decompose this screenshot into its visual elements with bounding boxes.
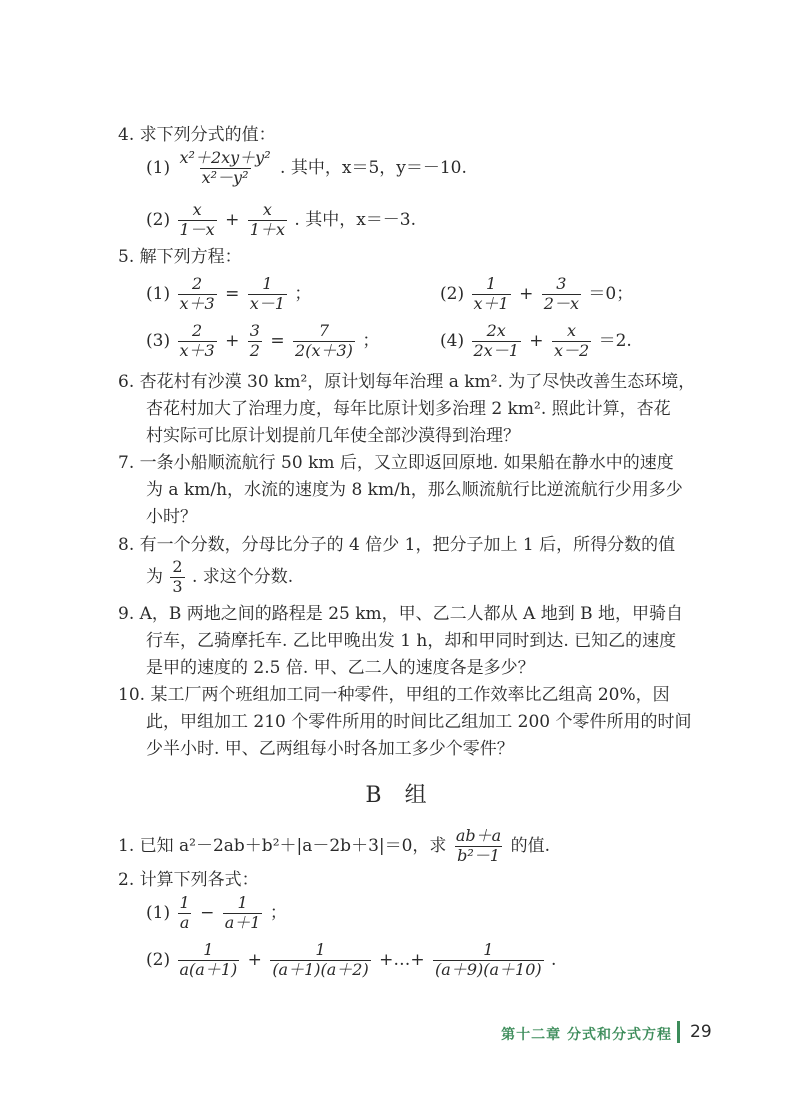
problem-tail: 的值.	[510, 835, 550, 856]
problem-8-line-2	[146, 559, 293, 596]
problem-4-sub2	[146, 202, 416, 239]
problem-10-line-1: 10. 某工厂两个班组加工同一种零件，甲组的工作效率比乙组高 20%，因	[118, 685, 670, 705]
sub-label: (2)	[146, 949, 171, 970]
fraction	[178, 942, 240, 979]
fraction	[454, 828, 503, 865]
fraction	[178, 202, 217, 239]
problem-9-line-1: 9. A，B 两地之间的路程是 25 km，甲、乙二人都从 A 地到 B 地，甲骑自	[118, 604, 684, 624]
sub-label: (1)	[146, 902, 171, 923]
sub-label: (1)	[146, 283, 171, 304]
denominator: (a＋9)(a＋10)	[435, 959, 542, 979]
fraction	[542, 276, 581, 313]
numerator: x²＋2xy＋y²	[179, 148, 271, 167]
denominator: a(a＋1)	[179, 959, 238, 979]
numerator: 1	[315, 940, 326, 959]
b-problem-2-sub2	[146, 942, 556, 979]
problem-4-stem: 4. 求下列分式的值：	[118, 125, 276, 145]
fraction	[178, 323, 217, 360]
numerator: 1	[179, 893, 190, 912]
problem-5-eq3	[146, 323, 379, 360]
numerator: 3	[556, 274, 567, 293]
fraction	[472, 323, 521, 360]
plus-sign: +	[225, 330, 240, 351]
line-prefix: 为	[146, 566, 163, 587]
plus-sign: +	[519, 283, 534, 304]
sub-label: (2)	[440, 283, 465, 304]
numerator: x	[567, 321, 577, 340]
problem-5-eq1	[146, 276, 311, 313]
sub-label: (1)	[146, 157, 171, 178]
fraction	[223, 895, 263, 932]
problem-5-eq2	[440, 276, 633, 313]
fraction	[248, 323, 262, 360]
numerator: 2x	[486, 321, 506, 340]
problem-7-line-3: 小时？	[146, 507, 197, 527]
fraction	[248, 202, 287, 239]
problem-9-line-3: 是甲的速度的 2.5 倍. 甲、乙二人的速度各是多少？	[146, 658, 535, 678]
numerator: 1	[483, 940, 494, 959]
problem-8-line-1: 8. 有一个分数，分母比分子的 4 倍少 1，把分子加上 1 后，所得分数的值	[118, 535, 676, 555]
sub-label: (3)	[146, 330, 171, 351]
plus-sign: +	[247, 949, 262, 970]
equals-sign: =	[270, 330, 285, 351]
ellipsis-sum: +…+	[379, 949, 425, 970]
fraction	[178, 276, 217, 313]
footer-divider	[677, 1021, 680, 1043]
denominator: 2x－1	[473, 340, 519, 360]
denominator: 2(x＋3)	[295, 340, 353, 360]
numerator: 3	[249, 321, 260, 340]
chapter-title: 第十二章 分式和分式方程	[501, 1027, 672, 1043]
problem-7-line-1: 7. 一条小船顺流航行 50 km 后，又立即返回原地. 如果船在静水中的速度	[118, 453, 674, 473]
b-problem-2-stem: 2. 计算下列各式：	[118, 870, 259, 890]
problem-10-line-2: 此，甲组加工 210 个零件所用的时间比乙组加工 200 个零件所用的时间	[146, 712, 692, 732]
fraction	[270, 942, 370, 979]
sub-tail: ＝2.	[598, 330, 632, 351]
fraction	[248, 276, 287, 313]
numerator: x	[192, 200, 202, 219]
numerator: 2	[172, 557, 183, 576]
page-footer	[0, 1021, 800, 1045]
problem-4-sub1	[146, 150, 467, 187]
fraction	[552, 323, 591, 360]
fraction	[293, 323, 355, 360]
sub-tail: . 其中，x＝－3.	[294, 209, 417, 230]
sub-tail: ；	[362, 330, 380, 351]
fraction	[178, 150, 273, 187]
page-number: 29	[690, 1022, 712, 1042]
denominator: 2	[249, 340, 260, 360]
numerator: 1	[262, 274, 273, 293]
section-b-heading: B 组	[365, 783, 435, 808]
problem-5-stem: 5. 解下列方程：	[118, 247, 242, 267]
problem-text: 1. 已知 a²－2ab＋b²＋|a－2b＋3|＝0，求	[118, 835, 447, 856]
denominator: 2－x	[543, 293, 579, 313]
sub-tail: ；	[294, 283, 312, 304]
b-problem-1	[118, 828, 550, 865]
denominator: (a＋1)(a＋2)	[272, 959, 369, 979]
denominator: a＋1	[224, 912, 261, 932]
plus-sign: +	[529, 330, 544, 351]
problem-7-line-2: 为 a km/h，水流的速度为 8 km/h，那么顺流航行比逆流航行少用多少	[146, 480, 683, 500]
denominator: 1－x	[179, 219, 215, 239]
numerator: 1	[237, 893, 248, 912]
denominator: b²－1	[457, 845, 500, 865]
numerator: 1	[203, 940, 214, 959]
denominator: x＋1	[473, 293, 509, 313]
sub-tail: ；	[269, 902, 287, 923]
sub-label: (4)	[440, 330, 465, 351]
numerator: 2	[192, 321, 203, 340]
problem-9-line-2: 行车，乙骑摩托车. 乙比甲晚出发 1 h，却和甲同时到达. 已知乙的速度	[146, 631, 677, 651]
denominator: x－1	[249, 293, 285, 313]
problem-5-eq4	[440, 323, 632, 360]
fraction	[170, 559, 184, 596]
numerator: 1	[486, 274, 497, 293]
numerator: 7	[318, 321, 330, 340]
line-tail: . 求这个分数.	[192, 566, 294, 587]
denominator: x＋3	[179, 293, 215, 313]
denominator: x²－y²	[201, 167, 249, 187]
numerator: 2	[192, 274, 203, 293]
b-problem-2-sub1	[146, 895, 287, 932]
minus-sign: −	[200, 902, 215, 923]
numerator: ab＋a	[455, 826, 502, 845]
plus-sign: +	[225, 209, 240, 230]
sub-tail: .	[551, 949, 557, 970]
denominator: 1＋x	[249, 219, 285, 239]
problem-6-line-3: 村实际可比原计划提前几年使全部沙漠得到治理？	[146, 426, 520, 446]
denominator: x＋3	[179, 340, 215, 360]
sub-tail: . 其中，x＝5，y＝－10.	[280, 157, 467, 178]
denominator: x－2	[553, 340, 590, 360]
problem-10-line-3: 少半小时. 甲、乙两组每小时各加工多少个零件？	[146, 739, 514, 759]
sub-label: (2)	[146, 209, 171, 230]
problem-6-line-1: 6. 杏花村有沙漠 30 km²，原计划每年治理 a km². 为了尽快改善生态环境，	[118, 372, 696, 392]
fraction	[472, 276, 511, 313]
numerator: x	[262, 200, 272, 219]
fraction	[178, 895, 192, 932]
sub-tail: ＝0；	[588, 283, 634, 304]
denominator: a	[179, 912, 190, 932]
fraction	[433, 942, 544, 979]
equals-sign: =	[225, 283, 240, 304]
problem-6-line-2: 杏花村加大了治理力度，每年比原计划多治理 2 km². 照此计算，杏花	[146, 399, 671, 419]
denominator: 3	[172, 576, 183, 596]
